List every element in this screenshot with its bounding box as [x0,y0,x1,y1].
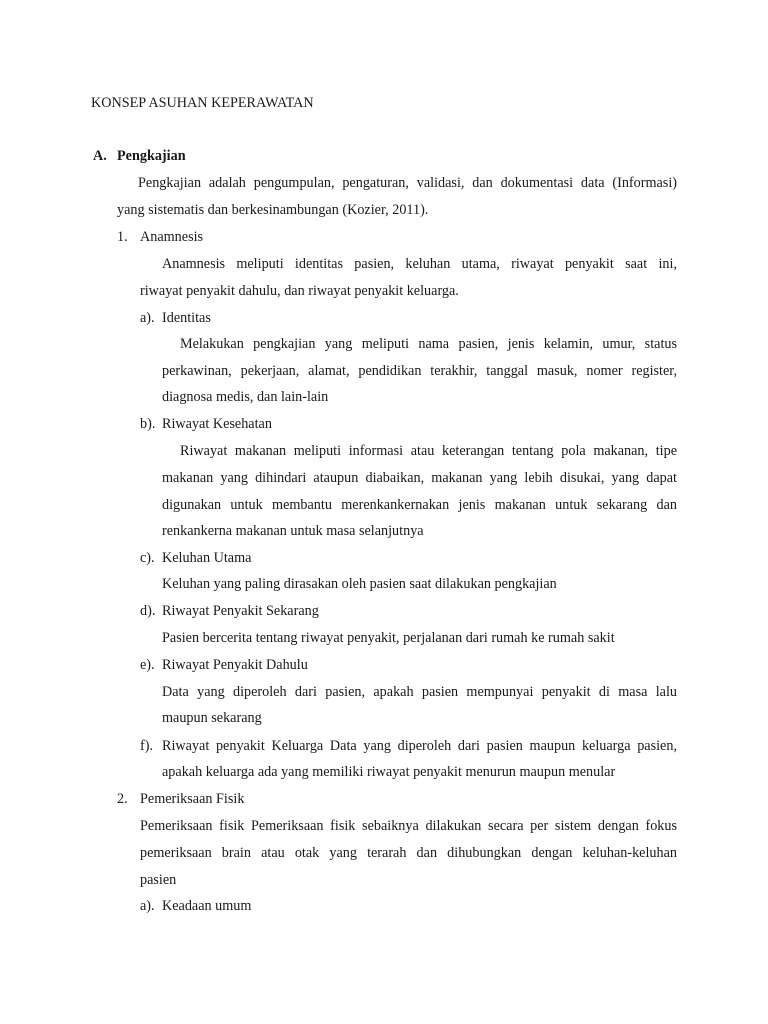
item-2-body-line-3: pasien [140,872,177,888]
sub-d-body-line-1: Pasien bercerita tentang riwayat penyakit, perjalanan dari rumah ke rumah sakit [162,630,615,646]
item-2-marker: 2. [117,791,128,807]
item-2-sub-a-marker: a). [140,898,155,914]
item-1-body-line-1: Anamnesis meliputi identitas pasien, keluhan utama, riwayat penyakit saat ini, [162,256,677,272]
section-a-intro-line-2: yang sistematis dan berkesinambungan (Kozier, 2011). [117,202,429,218]
sub-b-heading: Riwayat Kesehatan [162,416,272,432]
section-a-intro-line-1: Pengkajian adalah pengumpulan, pengaturan, validasi, dan dokumentasi data (Informasi) [138,175,677,191]
item-1-marker: 1. [117,229,128,245]
sub-c-marker: c). [140,550,155,566]
sub-f-marker: f). [140,738,153,754]
sub-b-body-line-1: Riwayat makanan meliputi informasi atau keterangan tentang pola makanan, tipe [180,443,677,459]
sub-a-body-line-2: perkawinan, pekerjaan, alamat, pendidikan terakhir, tanggal masuk, nomer register, [162,363,677,379]
item-1-heading: Anamnesis [140,229,204,245]
section-a-heading: Pengkajian [117,148,186,164]
item-1-body-line-2: riwayat penyakit dahulu, dan riwayat penyakit keluarga. [140,283,459,299]
item-2-body-line-1: Pemeriksaan fisik Pemeriksaan fisik sebaiknya dilakukan secara per sistem dengan fokus [140,818,677,834]
sub-a-body-line-3: diagnosa medis, dan lain-lain [162,389,329,405]
item-2-heading: Pemeriksaan Fisik [140,791,245,807]
item-2-body-line-2: pemeriksaan brain atau otak yang terarah dan dihubungkan dengan keluhan-keluhan [140,845,677,861]
sub-f-line-1: Riwayat penyakit Keluarga Data yang diperoleh dari pasien maupun keluarga pasien, [162,738,677,754]
sub-b-body-line-4: renkankerna makanan untuk masa selanjutnya [162,523,424,539]
sub-d-heading: Riwayat Penyakit Sekarang [162,603,319,619]
sub-e-body-line-1: Data yang diperoleh dari pasien, apakah pasien mempunyai penyakit di masa lalu [162,684,677,700]
document-title: KONSEP ASUHAN KEPERAWATAN [91,95,314,111]
sub-e-body-line-2: maupun sekarang [162,710,262,726]
sub-b-body-line-3: digunakan untuk membantu merenkankernakan jenis makanan untuk sekarang dan [162,497,677,513]
sub-a-body-line-1: Melakukan pengkajian yang meliputi nama pasien, jenis kelamin, umur, status [180,336,677,352]
sub-b-marker: b). [140,416,156,432]
sub-c-heading: Keluhan Utama [162,550,252,566]
sub-e-heading: Riwayat Penyakit Dahulu [162,657,308,673]
sub-c-body-line-1: Keluhan yang paling dirasakan oleh pasien saat dilakukan pengkajian [162,576,557,592]
sub-a-heading: Identitas [162,310,211,326]
sub-f-line-2: apakah keluarga ada yang memiliki riwayat penyakit menurun maupun menular [162,764,616,780]
item-2-sub-a-heading: Keadaan umum [162,898,252,914]
sub-d-marker: d). [140,603,156,619]
sub-e-marker: e). [140,657,155,673]
sub-b-body-line-2: makanan yang dihindari ataupun diabaikan, makanan yang lebih disukai, yang dapat [162,470,677,486]
sub-a-marker: a). [140,310,155,326]
section-a-marker: A. [93,148,107,164]
